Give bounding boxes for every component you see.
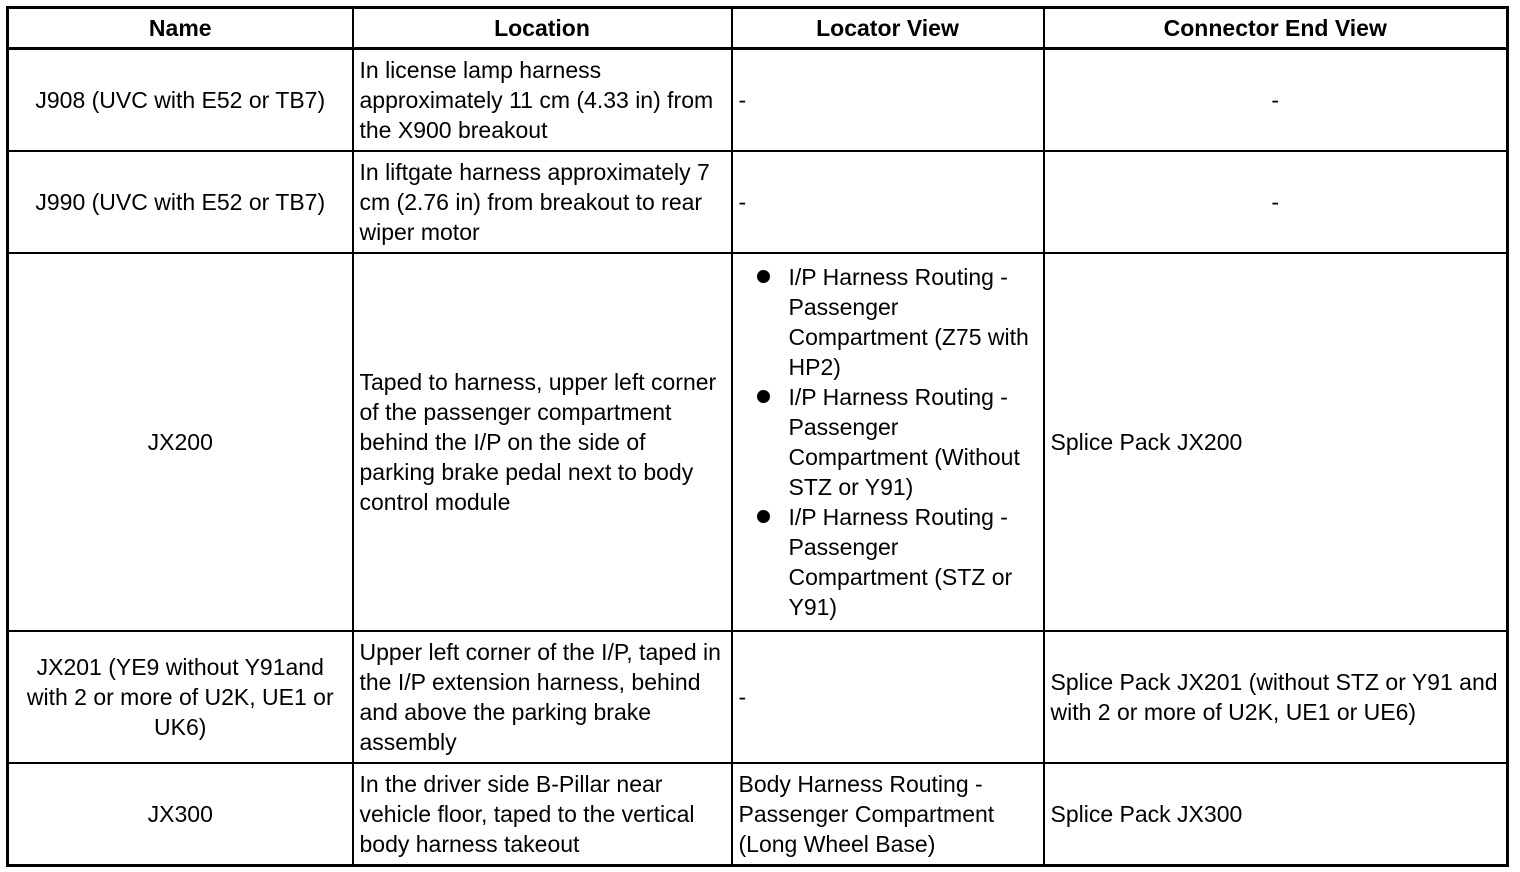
table-row	[8, 631, 1508, 763]
row-connector-end-view-cell: -	[1044, 49, 1508, 152]
bullet-icon	[757, 270, 770, 283]
row-name-cell: J990 (UVC with E52 or TB7)	[8, 151, 353, 253]
locator-view-link[interactable]	[739, 502, 1037, 622]
row-connector-end-view-cell: Splice Pack JX201 (without STZ or Y91 and with 2 or more of U2K, UE1 or UE6)	[1044, 631, 1508, 763]
row-locator-view-cell: Body Harness Routing - Passenger Compartment (Long Wheel Base)	[732, 763, 1044, 866]
table-row	[8, 253, 1508, 631]
locator-view-list	[739, 262, 1037, 622]
header-name: Name	[8, 8, 353, 49]
table-row	[8, 763, 1508, 866]
header-connector-end-view: Connector End View	[1044, 8, 1508, 49]
locator-view-link[interactable]	[739, 382, 1037, 502]
table-row	[8, 151, 1508, 253]
locator-view-link[interactable]	[739, 262, 1037, 382]
row-connector-end-view-cell: Splice Pack JX200	[1044, 253, 1508, 631]
row-location-cell: In license lamp harness approximately 11 cm (4.33 in) from the X900 breakout	[353, 49, 732, 152]
row-locator-view-cell: -	[732, 631, 1044, 763]
header-row	[8, 8, 1508, 49]
row-connector-end-view-cell: -	[1044, 151, 1508, 253]
row-location-cell: Taped to harness, upper left corner of the passenger compartment behind the I/P on the side of parking brake pedal next to body control module	[353, 253, 732, 631]
table-row	[8, 49, 1508, 152]
row-locator-view-cell: -	[732, 151, 1044, 253]
locator-view-label: I/P Harness Routing - Passenger Compartment (STZ or Y91)	[788, 504, 1013, 620]
row-name-cell: JX201 (YE9 without Y91and with 2 or more of U2K, UE1 or UK6)	[8, 631, 353, 763]
row-name-cell: JX300	[8, 763, 353, 866]
row-location-cell: In the driver side B-Pillar near vehicle floor, taped to the vertical body harness takeout	[353, 763, 732, 866]
row-location-cell: In liftgate harness approximately 7 cm (2.76 in) from breakout to rear wiper motor	[353, 151, 732, 253]
header-locator-view: Locator View	[732, 8, 1044, 49]
row-connector-end-view-cell: Splice Pack JX300	[1044, 763, 1508, 866]
row-location-cell: Upper left corner of the I/P, taped in the I/P extension harness, behind and above the parking brake assembly	[353, 631, 732, 763]
row-name-cell: JX200	[8, 253, 353, 631]
locator-view-label: I/P Harness Routing - Passenger Compartment (Without STZ or Y91)	[788, 384, 1020, 500]
row-locator-view-cell: -	[732, 49, 1044, 152]
bullet-icon	[757, 510, 770, 523]
bullet-icon	[757, 390, 770, 403]
locator-view-label: I/P Harness Routing - Passenger Compartment (Z75 with HP2)	[788, 264, 1029, 380]
connector-location-table	[6, 6, 1509, 867]
header-location: Location	[353, 8, 732, 49]
row-locator-view-cell	[732, 253, 1044, 631]
row-name-cell: J908 (UVC with E52 or TB7)	[8, 49, 353, 152]
